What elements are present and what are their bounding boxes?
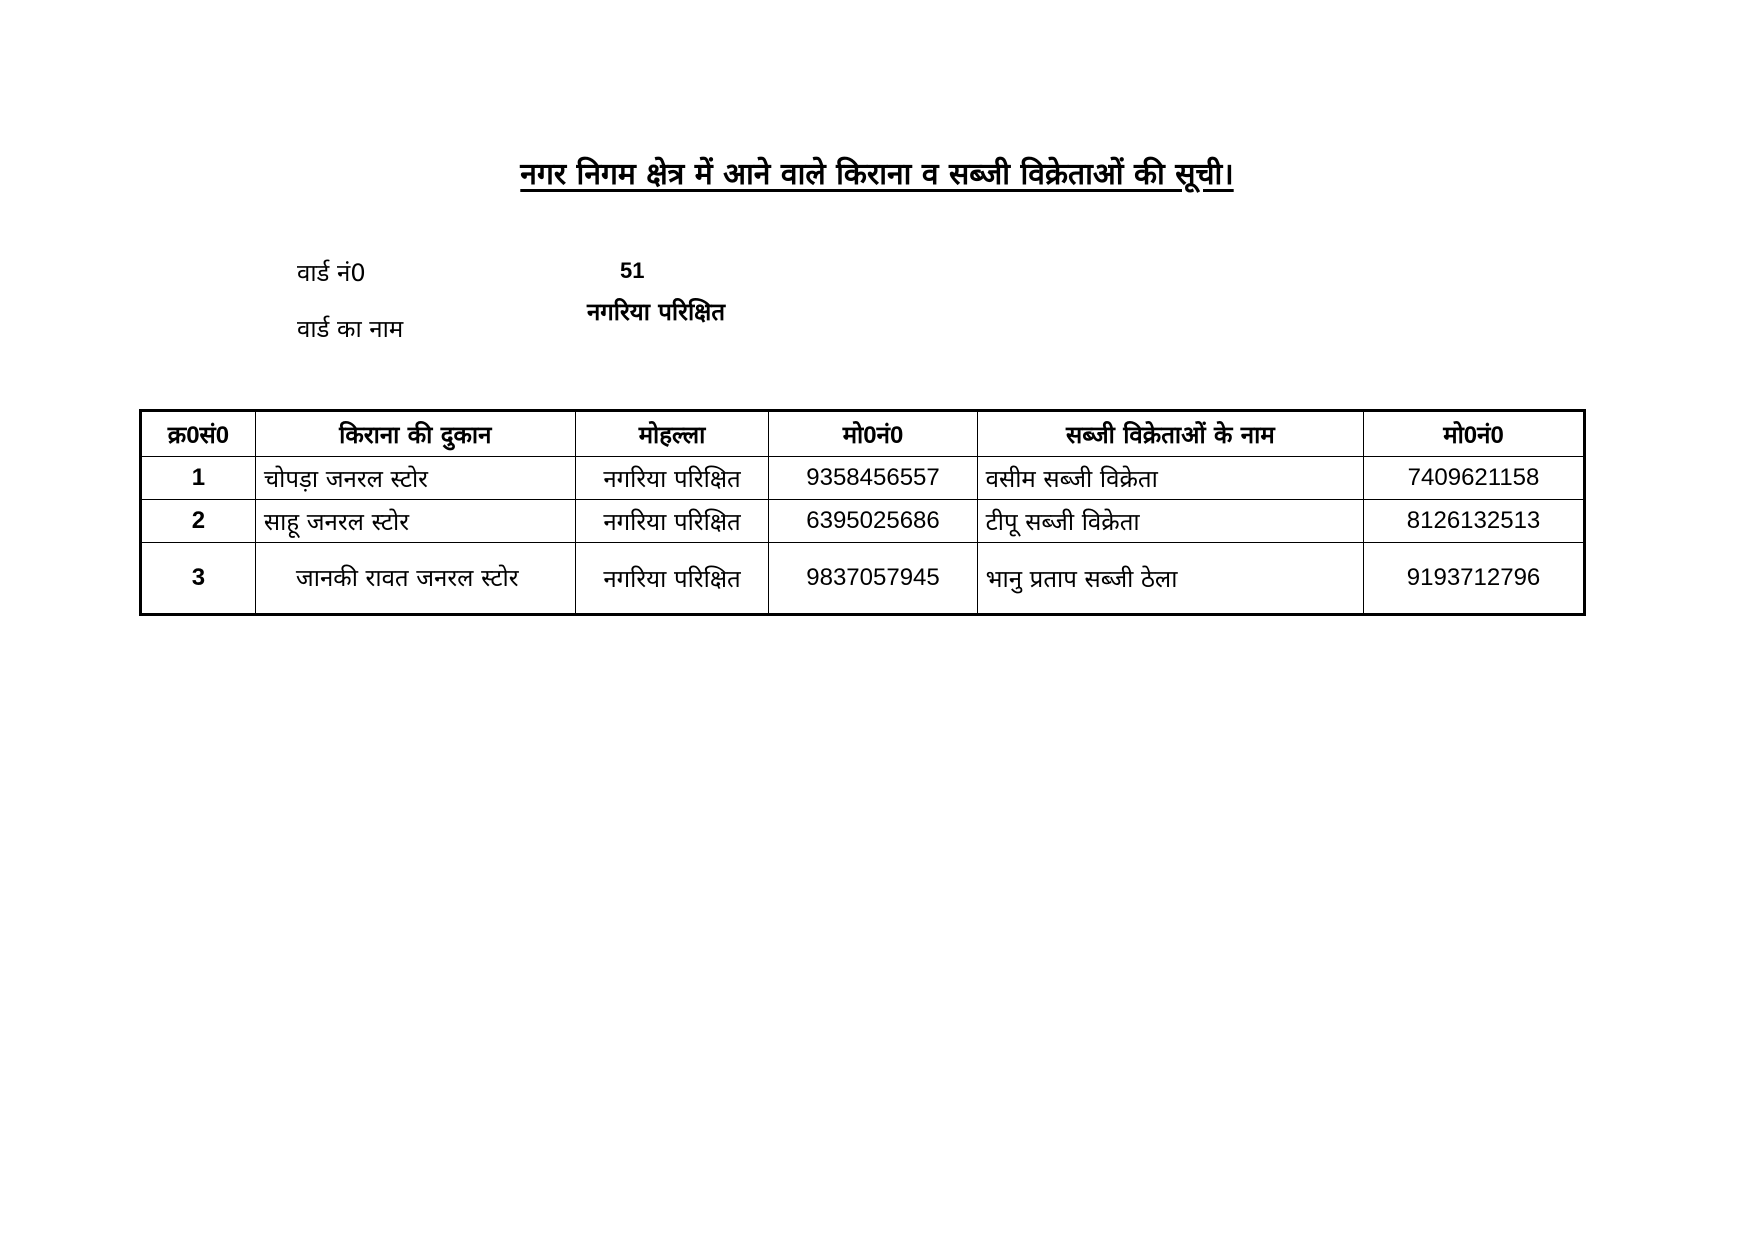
cell-vegetable-vendor: वसीम सब्जी विक्रेता — [977, 457, 1363, 500]
table-row — [141, 500, 1585, 543]
header-vendor-mobile: मो0नं0 — [1364, 411, 1585, 457]
cell-serial-number: 1 — [141, 457, 256, 500]
cell-locality: नगरिया परिक्षित — [575, 543, 769, 615]
ward-number-label: वार्ड नं0 — [297, 259, 366, 287]
ward-name-label: वार्ड का नाम — [297, 315, 404, 343]
cell-vegetable-vendor: टीपू सब्जी विक्रेता — [977, 500, 1363, 543]
page-title — [0, 152, 1754, 193]
cell-grocery-shop: जानकी रावत जनरल स्टोर — [255, 543, 575, 615]
header-shop-mobile: मो0नं0 — [769, 411, 977, 457]
table-row — [141, 543, 1585, 615]
table-row — [141, 457, 1585, 500]
header-grocery-shop: किराना की दुकान — [255, 411, 575, 457]
cell-vendor-mobile: 8126132513 — [1364, 500, 1585, 543]
cell-shop-mobile: 6395025686 — [769, 500, 977, 543]
ward-number-value: 51 — [620, 258, 645, 283]
cell-vendor-mobile: 9193712796 — [1364, 543, 1585, 615]
cell-locality: नगरिया परिक्षित — [575, 500, 769, 543]
vendor-table — [139, 409, 1586, 616]
cell-shop-mobile: 9358456557 — [769, 457, 977, 500]
page-title-text: नगर निगम क्षेत्र में आने वाले किराना व सब्जी विक्रेताओं की सूची। — [520, 157, 1234, 192]
header-vegetable-vendor: सब्जी विक्रेताओं के नाम — [977, 411, 1363, 457]
cell-vegetable-vendor: भानु प्रताप सब्जी ठेला — [977, 543, 1363, 615]
cell-locality: नगरिया परिक्षित — [575, 457, 769, 500]
header-serial-number: क्र0सं0 — [141, 411, 256, 457]
cell-serial-number: 2 — [141, 500, 256, 543]
cell-serial-number: 3 — [141, 543, 256, 615]
header-locality: मोहल्ला — [575, 411, 769, 457]
table-header-row — [141, 411, 1585, 457]
cell-shop-mobile: 9837057945 — [769, 543, 977, 615]
ward-name-value: नगरिया परिक्षित — [586, 298, 726, 326]
cell-grocery-shop: चोपड़ा जनरल स्टोर — [255, 457, 575, 500]
cell-vendor-mobile: 7409621158 — [1364, 457, 1585, 500]
cell-grocery-shop: साहू जनरल स्टोर — [255, 500, 575, 543]
